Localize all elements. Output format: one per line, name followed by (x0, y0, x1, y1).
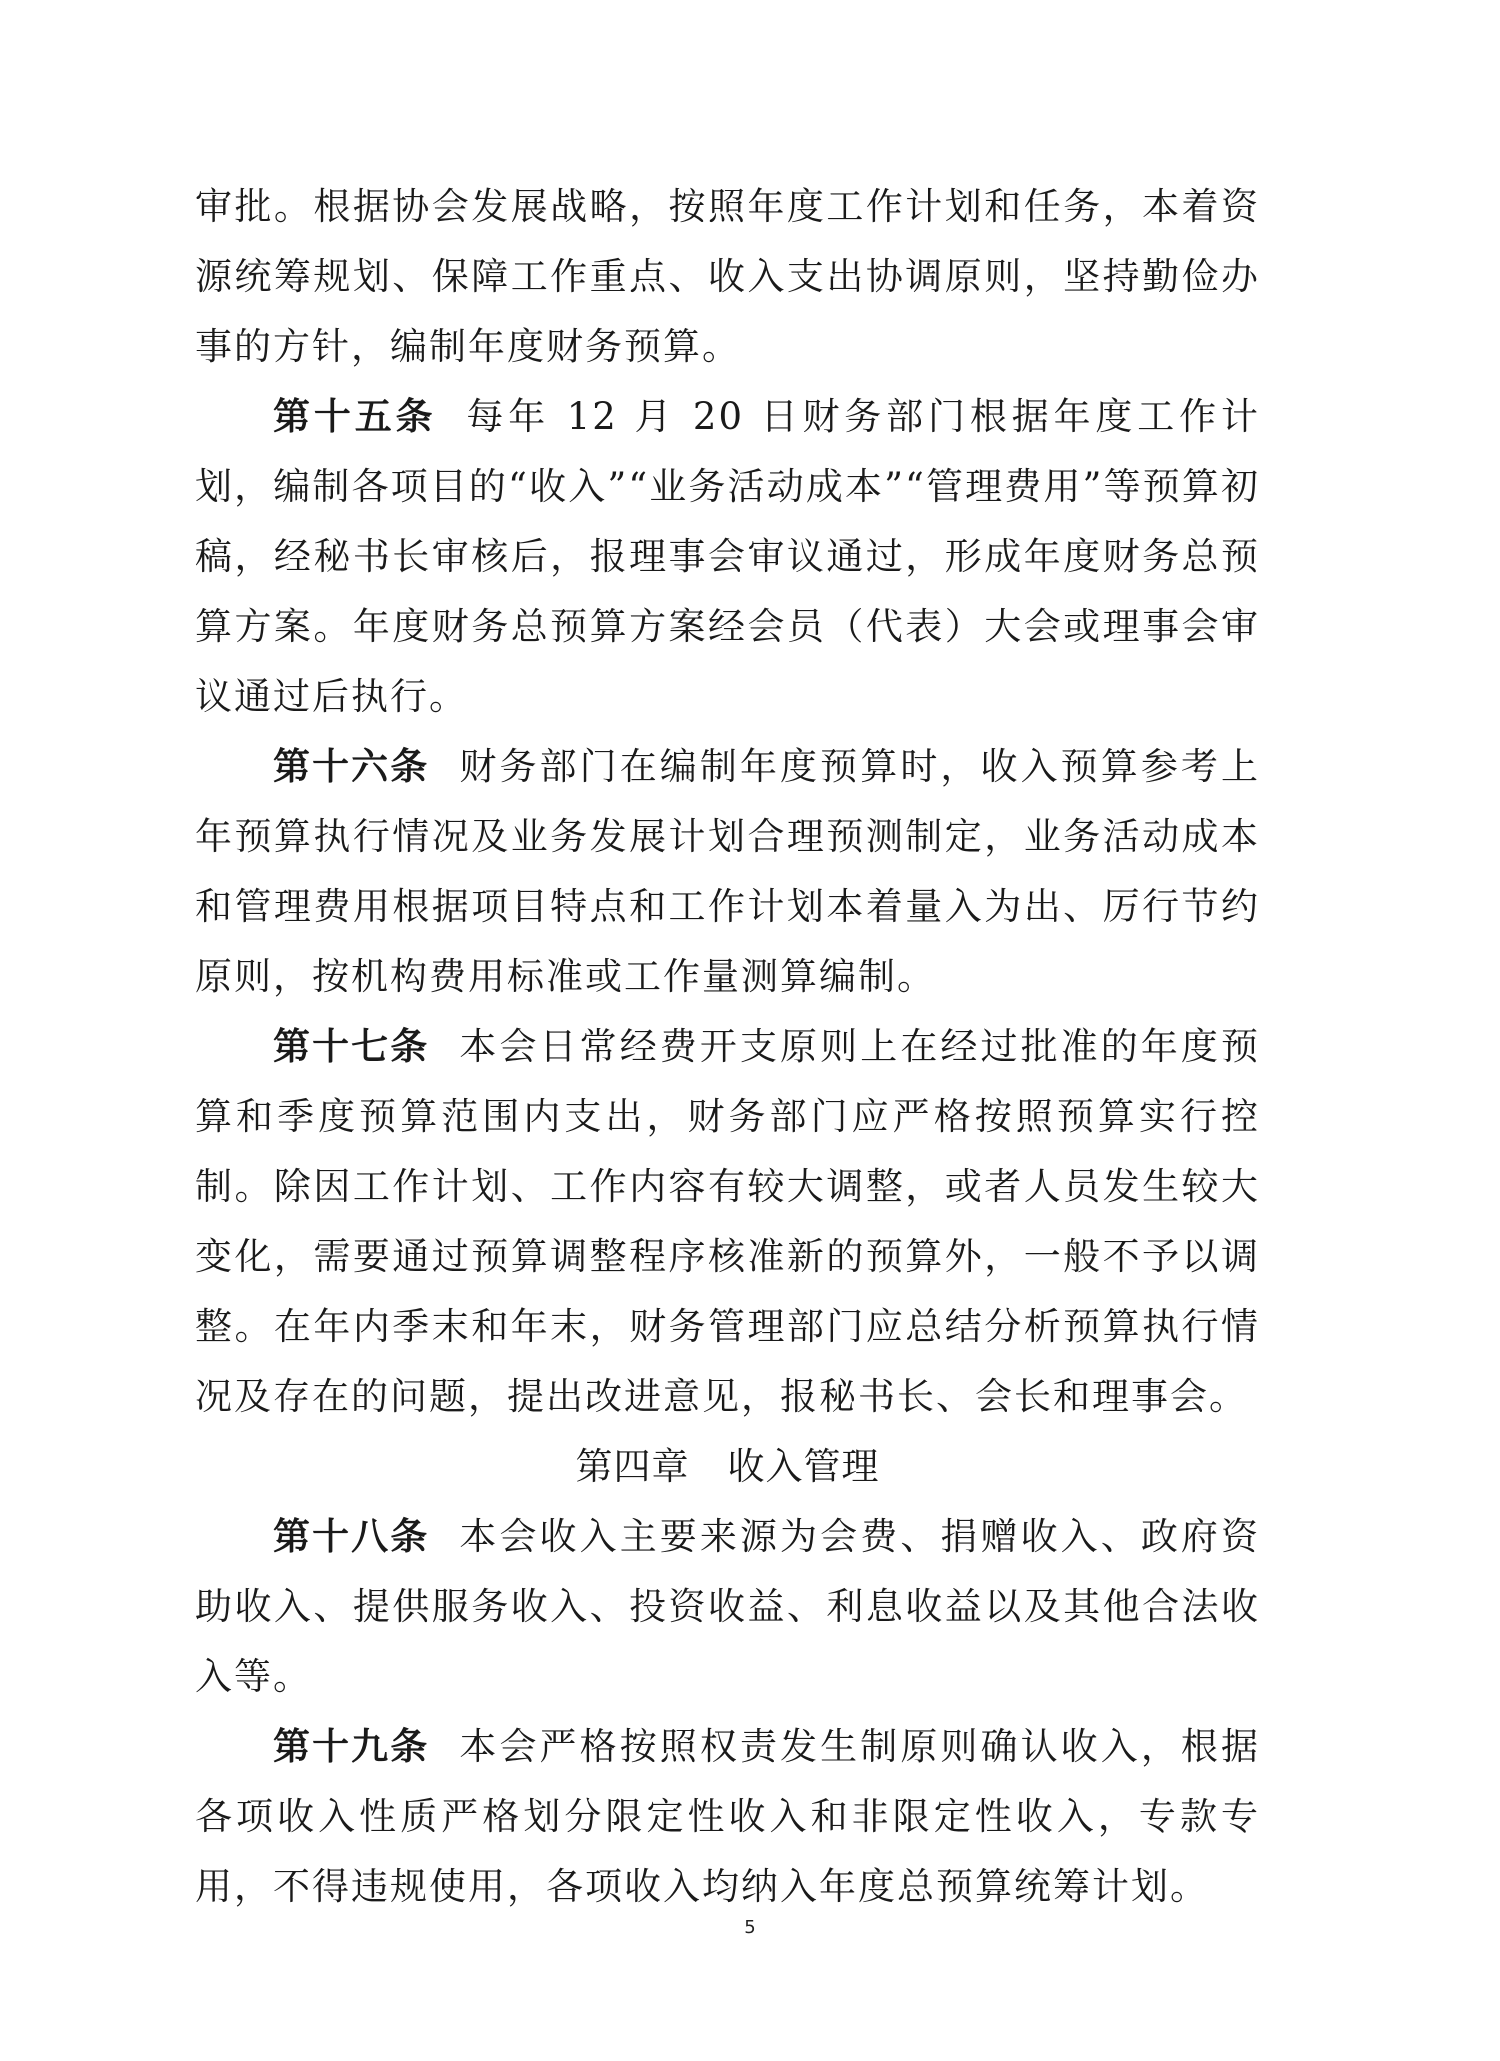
article-text: 本会严格按照权责发生制原则确认收入，根据各项收入性质严格划分限定性收入和非限定性收入，专款专用，不得违规使用，各项收入均纳入年度总预算统筹计划。 (195, 1725, 1261, 1908)
article-16 (195, 732, 1260, 1012)
intro-paragraph: 审批。根据协会发展战略，按照年度工作计划和任务，本着资源统筹规划、保障工作重点、收入支出协调原则，坚持勤俭办事的方针，编制年度财务预算。 (195, 185, 1260, 368)
article-19 (195, 1712, 1260, 1922)
document-body (195, 172, 1260, 1922)
article-17 (195, 1012, 1260, 1432)
article-text: 本会日常经费开支原则上在经过批准的年度预算和季度预算范围内支出，财务部门应严格按照预算实行控制。除因工作计划、工作内容有较大调整，或者人员发生较大变化，需要通过预算调整程序核准新的预算外，一般不予以调整。在年内季末和年末，财务管理部门应总结分析预算执行情况及存在的问题，提出改进意见，报秘书长、会长和理事会。 (195, 1025, 1261, 1418)
article-label: 第十六条 (273, 745, 430, 788)
article-text: 每年 12 月 20 日财务部门根据年度工作计划，编制各项目的“收入”“业务活动成本”“管理费用”等预算初稿，经秘书长审核后，报理事会审议通过，形成年度财务总预算方案。年度财务总预算方案经会员（代表）大会或理事会审议通过后执行。 (195, 395, 1260, 718)
article-label: 第十九条 (273, 1725, 430, 1768)
page-number: 5 (744, 1917, 756, 1938)
chapter-title: 收入管理 (727, 1445, 880, 1488)
article-18 (195, 1502, 1260, 1712)
article-text: 本会收入主要来源为会费、捐赠收入、政府资助收入、提供服务收入、投资收益、利息收益以及其他合法收入等。 (195, 1515, 1261, 1698)
article-label: 第十七条 (273, 1025, 430, 1068)
article-label: 第十五条 (273, 395, 437, 438)
article-text: 财务部门在编制年度预算时，收入预算参考上年预算执行情况及业务发展计划合理预测制定，业务活动成本和管理费用根据项目特点和工作计划本着量入为出、厉行节约原则，按机构费用标准或工作量测算编制。 (195, 745, 1261, 998)
chapter-number: 第四章 (575, 1445, 690, 1488)
article-label: 第十八条 (273, 1515, 430, 1558)
article-15 (195, 382, 1260, 732)
chapter-heading (195, 1432, 1260, 1502)
